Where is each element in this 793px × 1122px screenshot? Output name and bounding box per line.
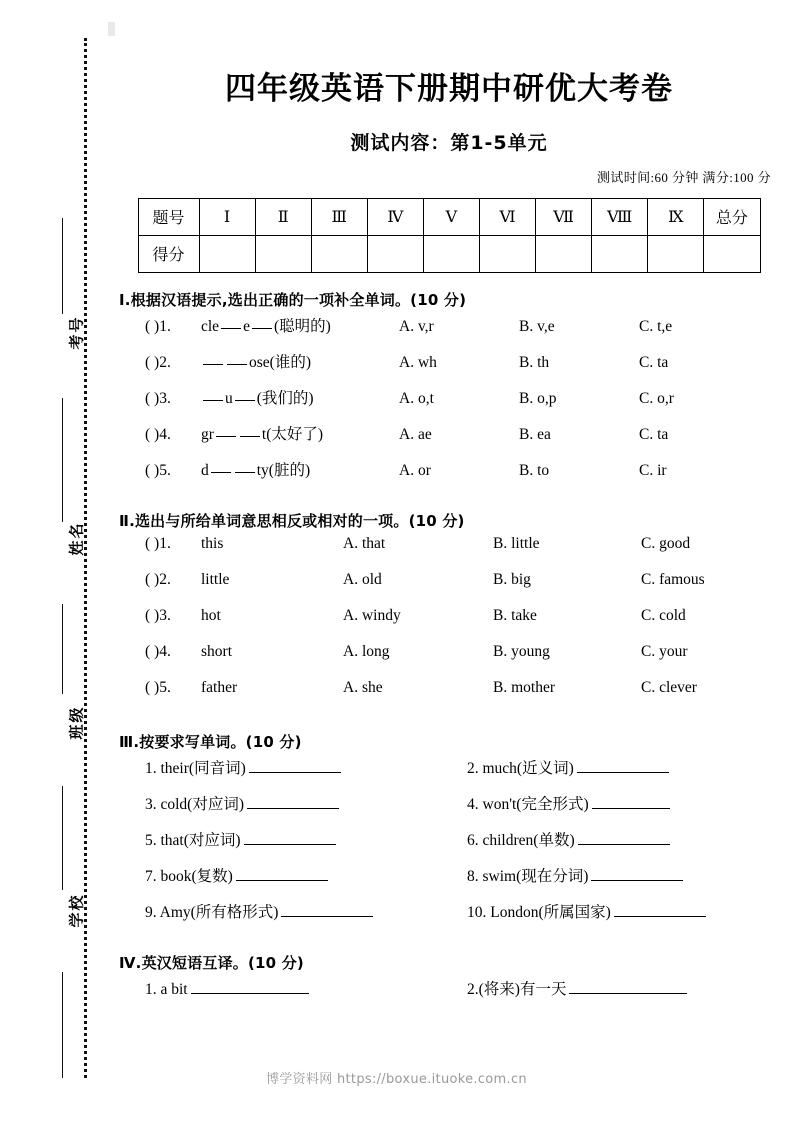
option-c[interactable]: C. good	[641, 534, 691, 552]
question-row	[119, 679, 785, 715]
section-2	[105, 494, 793, 715]
section-1	[105, 273, 793, 494]
question-row	[119, 386, 785, 422]
section-1-heading: Ⅰ.根据汉语提示,选出正确的一项补全单词。(10 分)	[119, 290, 467, 309]
option-a[interactable]: A. or	[399, 461, 431, 479]
option-b[interactable]: B. young	[493, 642, 550, 660]
option-a[interactable]: A. long	[343, 642, 390, 660]
question-stem: father	[201, 678, 238, 696]
option-c[interactable]: C. ta	[639, 353, 669, 371]
option-a[interactable]: A. v,r	[399, 317, 434, 335]
answer-bracket[interactable]: ( )3.	[145, 606, 171, 624]
answer-blank[interactable]	[244, 831, 336, 845]
question-row	[119, 350, 785, 386]
question-row	[119, 458, 785, 494]
answer-blank[interactable]	[578, 831, 670, 845]
question-row	[119, 314, 785, 350]
word-item: 4. won't(完全形式)	[467, 792, 789, 814]
option-b[interactable]: B. take	[493, 606, 537, 624]
sealing-line-area	[0, 0, 105, 1122]
score-table-col-7: Ⅶ	[536, 198, 592, 235]
option-b[interactable]: B. v,e	[519, 317, 555, 335]
option-c[interactable]: C. your	[641, 642, 688, 660]
score-table-col-1: Ⅰ	[199, 198, 255, 235]
score-cell-7[interactable]	[536, 235, 592, 272]
option-b[interactable]: B. big	[493, 570, 531, 588]
question-row	[119, 643, 785, 679]
answer-bracket[interactable]: ( )4.	[145, 642, 171, 660]
score-cell-6[interactable]	[479, 235, 535, 272]
blank-line[interactable]	[203, 353, 223, 365]
question-stem: cle e (聪明的)	[201, 317, 331, 335]
score-cell-5[interactable]	[423, 235, 479, 272]
word-item: 9. Amy(所有格形式)	[145, 900, 467, 922]
blank-line[interactable]	[211, 461, 231, 473]
word-item: 10. London(所属国家)	[467, 900, 789, 922]
answer-bracket[interactable]: ( )5.	[145, 678, 171, 696]
option-a[interactable]: A. old	[343, 570, 382, 588]
option-b[interactable]: B. to	[519, 461, 550, 479]
word-item: 8. swim(现在分词)	[467, 864, 789, 886]
table-row	[138, 198, 760, 235]
option-c[interactable]: C. ta	[639, 425, 669, 443]
section-3-heading: Ⅲ.按要求写单词。(10 分)	[119, 732, 302, 751]
score-cell-total[interactable]	[704, 235, 760, 272]
question-row	[119, 607, 785, 643]
table-row	[138, 235, 760, 272]
question-stem: gr t(太好了)	[201, 425, 324, 443]
score-table-col-5: Ⅴ	[423, 198, 479, 235]
footer-watermark: 博学资料网 https://boxue.ituoke.com.cn	[266, 1072, 527, 1087]
section-3	[105, 715, 793, 936]
answer-blank[interactable]	[281, 903, 373, 917]
question-row	[119, 571, 785, 607]
answer-blank[interactable]	[592, 795, 670, 809]
question-row	[119, 828, 785, 864]
option-a[interactable]: A. she	[343, 678, 383, 696]
word-item: 3. cold(对应词)	[145, 792, 467, 814]
word-item: 2. much(近义词)	[467, 756, 789, 778]
blank-line[interactable]	[235, 389, 255, 401]
score-table-col-9: Ⅸ	[648, 198, 704, 235]
question-row	[119, 756, 785, 792]
score-table-col-3: Ⅲ	[311, 198, 367, 235]
seal-divider-4	[62, 786, 63, 890]
option-b[interactable]: B. th	[519, 353, 550, 371]
translate-item: 2.(将来)有一天	[467, 977, 789, 999]
answer-blank[interactable]	[569, 980, 687, 994]
score-cell-3[interactable]	[311, 235, 367, 272]
seal-divider-1	[62, 218, 63, 314]
blank-line[interactable]	[235, 461, 255, 473]
seal-divider-3	[62, 604, 63, 694]
answer-blank[interactable]	[247, 795, 339, 809]
page-title: 四年级英语下册期中研优大考卷	[225, 71, 673, 107]
blank-line[interactable]	[221, 317, 241, 329]
seal-label-name: 姓名	[69, 521, 86, 556]
seal-label-school: 学校	[69, 893, 86, 928]
score-table-col-8: Ⅷ	[592, 198, 648, 235]
option-b[interactable]: B. o,p	[519, 389, 557, 407]
answer-bracket[interactable]: ( )2.	[145, 570, 171, 588]
score-cell-9[interactable]	[648, 235, 704, 272]
question-row	[119, 900, 785, 936]
option-a[interactable]: A. wh	[399, 353, 437, 371]
page-subtitle: 测试内容：第1-5单元	[350, 131, 548, 154]
answer-bracket[interactable]: ( )5.	[145, 461, 171, 479]
exam-meta: 测试时间:60 分钟 满分:100 分	[596, 169, 771, 185]
question-row	[119, 792, 785, 828]
score-table-col-4: Ⅳ	[367, 198, 423, 235]
answer-blank[interactable]	[236, 867, 328, 881]
exam-sheet	[105, 0, 793, 1122]
blank-line[interactable]	[227, 353, 247, 365]
answer-blank[interactable]	[191, 980, 309, 994]
option-c[interactable]: C. t,e	[639, 317, 673, 335]
word-item: 6. children(单数)	[467, 828, 789, 850]
answer-bracket[interactable]: ( )4.	[145, 425, 171, 443]
score-table-row-header-score: 得分	[138, 235, 199, 272]
question-stem: little	[201, 570, 230, 588]
score-table-wrapper	[105, 186, 793, 273]
score-table-row-header-number: 题号	[138, 198, 199, 235]
score-table	[138, 198, 761, 273]
question-stem: d ty(脏的)	[201, 461, 311, 479]
score-table-col-2: Ⅱ	[255, 198, 311, 235]
question-row	[119, 535, 785, 571]
option-c[interactable]: C. cold	[641, 606, 686, 624]
option-a[interactable]: A. windy	[343, 606, 401, 624]
question-stem: hot	[201, 606, 221, 624]
word-item: 7. book(复数)	[145, 864, 467, 886]
answer-bracket[interactable]: ( )1.	[145, 534, 171, 552]
word-item: 1. their(同音词)	[145, 756, 467, 778]
question-stem: ose(谁的)	[201, 350, 399, 372]
section-4-heading: Ⅳ.英汉短语互译。(10 分)	[119, 953, 304, 972]
score-cell-2[interactable]	[255, 235, 311, 272]
question-stem: this	[201, 534, 224, 552]
seal-label-exam-number: 考号	[69, 315, 86, 350]
section-4	[105, 936, 793, 1013]
seal-label-class: 班级	[69, 705, 86, 740]
answer-blank[interactable]	[249, 759, 341, 773]
score-cell-4[interactable]	[367, 235, 423, 272]
answer-blank[interactable]	[591, 867, 683, 881]
question-stem: short	[201, 642, 232, 660]
question-stem: u (我们的)	[201, 386, 399, 408]
option-a[interactable]: A. o,t	[399, 389, 434, 407]
blank-line[interactable]	[216, 425, 236, 437]
score-cell-1[interactable]	[199, 235, 255, 272]
score-cell-8[interactable]	[592, 235, 648, 272]
option-b[interactable]: B. little	[493, 534, 540, 552]
option-c[interactable]: C. famous	[641, 570, 705, 588]
word-item: 5. that(对应词)	[145, 828, 467, 850]
answer-bracket[interactable]: ( )1.	[145, 317, 171, 335]
translate-item: 1. a bit	[145, 980, 467, 999]
answer-bracket[interactable]: ( )3.	[145, 389, 171, 407]
option-c[interactable]: C. ir	[639, 461, 667, 479]
blank-line[interactable]	[203, 389, 223, 401]
score-table-col-6: Ⅵ	[479, 198, 535, 235]
question-row	[119, 422, 785, 458]
option-b[interactable]: B. mother	[493, 678, 555, 696]
answer-blank[interactable]	[577, 759, 669, 773]
seal-divider-2	[62, 398, 63, 522]
option-c[interactable]: C. clever	[641, 678, 697, 696]
question-row	[119, 864, 785, 900]
option-a[interactable]: A. ae	[399, 425, 432, 443]
blank-line[interactable]	[240, 425, 260, 437]
seal-divider-5	[62, 972, 63, 1078]
option-b[interactable]: B. ea	[519, 425, 551, 443]
section-2-heading: Ⅱ.选出与所给单词意思相反或相对的一项。(10 分)	[119, 511, 465, 530]
option-a[interactable]: A. that	[343, 534, 386, 552]
score-table-col-total: 总分	[704, 198, 760, 235]
option-c[interactable]: C. o,r	[639, 389, 674, 407]
answer-blank[interactable]	[614, 903, 706, 917]
blank-line[interactable]	[252, 317, 272, 329]
answer-bracket[interactable]: ( )2.	[145, 353, 171, 371]
question-row	[119, 977, 785, 1013]
